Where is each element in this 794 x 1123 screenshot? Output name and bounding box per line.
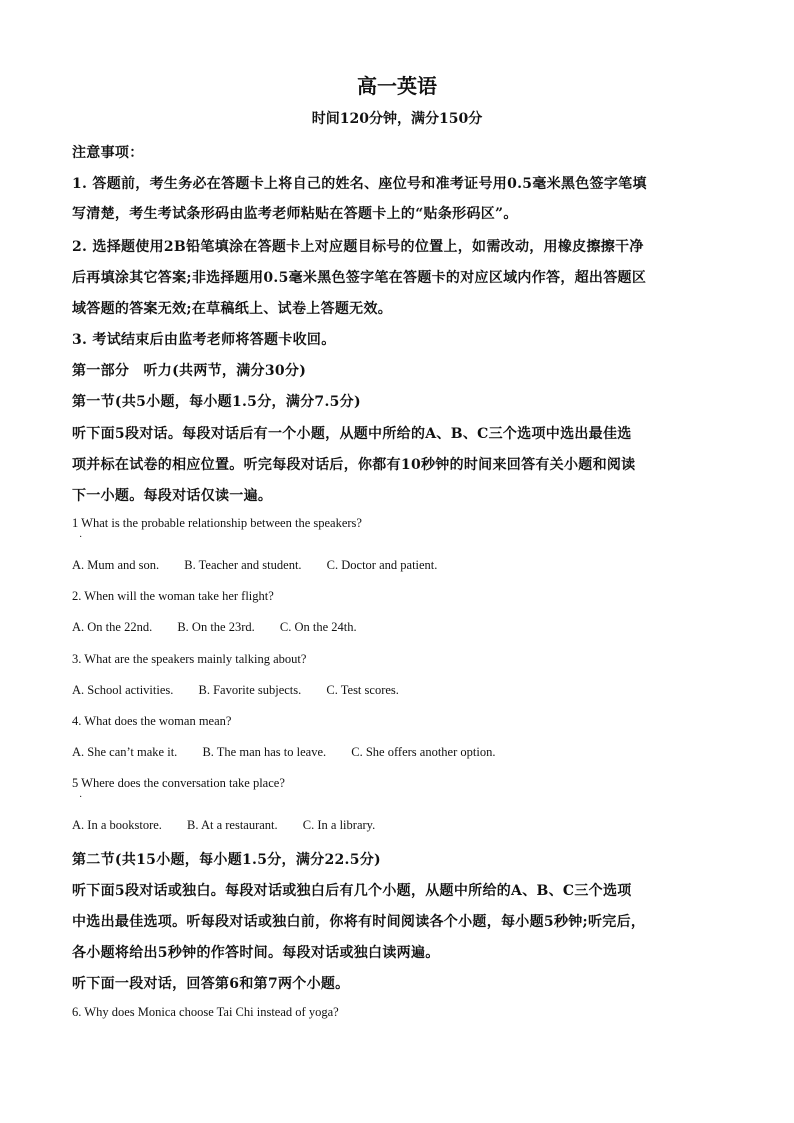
notice-item-2-line-3: 域答题的答案无效;在草稿纸上、试卷上答题无效。 (72, 301, 393, 317)
question-3-stem: 3. What are the speakers mainly talking about? (72, 652, 307, 666)
section-1-instruction-line-2: 项并标在试卷的相应位置。听完每段对话后，你都有10秒钟的时间来回答有关小题和阅读 (72, 457, 636, 473)
section-2-instruction-line-1: 听下面5段对话或独白。每段对话或独白后有几个小题，从题中所给的A、B、C三个选项 (72, 883, 632, 899)
question-5-option-c: C. In a library. (302, 818, 376, 832)
section-2-instruction-line-2: 中选出最佳选项。听每段对话或独白前，你将有时间阅读各个小题，每小题5秒钟;听完后， (72, 914, 646, 930)
question-1-option-a: A. Mum and son. (72, 558, 160, 572)
notice-item-1-line-2: 写清楚，考生考试条形码由监考老师粘贴在答题卡上的“贴条形码区”。 (72, 206, 518, 222)
question-1-option-b: B. Teacher and student. (184, 558, 302, 572)
question-5-options (72, 818, 375, 833)
part-1-heading: 第一部分 听力(共两节，满分30分) (72, 363, 307, 379)
question-3-options (72, 683, 399, 698)
notice-heading: 注意事项： (72, 145, 144, 161)
question-3-option-c: C. Test scores. (326, 683, 399, 697)
section-2-lead-in: 听下面一段对话，回答第6和第7两个小题。 (72, 976, 350, 992)
question-5-stem: 5 Where does the conversation take place? (72, 776, 285, 790)
notice-item-3: 3. 考试结束后由监考老师将答题卡收回。 (72, 332, 336, 348)
question-6-stem: 6. Why does Monica choose Tai Chi instead of yoga? (72, 1005, 339, 1019)
question-2-option-b: B. On the 23rd. (177, 620, 255, 634)
section-1-instruction-line-1: 听下面5段对话。每段对话后有一个小题，从题中所给的A、B、C三个选项中选出最佳选 (72, 426, 632, 442)
section-2-heading: 第二节(共15小题，每小题1.5分，满分22.5分) (72, 852, 381, 868)
question-2-stem: 2. When will the woman take her flight? (72, 589, 274, 603)
question-2-option-c: C. On the 24th. (279, 620, 357, 634)
question-4-option-b: B. The man has to leave. (202, 745, 327, 759)
section-2-instruction-line-3: 各小题将给出5秒钟的作答时间。每段对话或独白读两遍。 (72, 945, 440, 961)
question-5-option-a: A. In a bookstore. (72, 818, 162, 832)
notice-item-1-line-1: 1. 答题前，考生务必在答题卡上将自己的姓名、座位号和准考证号用0.5毫米黑色签字笔填 (72, 176, 647, 192)
notice-item-2-line-2: 后再填涂其它答案;非选择题用0.5毫米黑色签字笔在答题卡的对应区域内作答，超出答题区 (72, 270, 647, 286)
question-1-dot-mark: · (79, 532, 83, 543)
question-2-option-a: A. On the 22nd. (72, 620, 153, 634)
section-1-heading: 第一节(共5小题，每小题1.5分，满分7.5分) (72, 394, 361, 410)
question-2-options (72, 620, 357, 635)
question-5-dot-mark: · (79, 792, 83, 803)
notice-item-2-line-1: 2. 选择题使用2B铅笔填涂在答题卡上对应题目标号的位置上，如需改动，用橡皮擦擦干净 (72, 239, 644, 255)
section-1-instruction-line-3: 下一小题。每段对话仅读一遍。 (72, 488, 273, 504)
question-1-stem: 1 What is the probable relationship between the speakers? (72, 516, 362, 530)
question-4-option-a: A. She can’t make it. (72, 745, 178, 759)
question-3-option-b: B. Favorite subjects. (198, 683, 302, 697)
question-1-option-c: C. Doctor and patient. (326, 558, 438, 572)
question-5-option-b: B. At a restaurant. (187, 818, 278, 832)
question-4-option-c: C. She offers another option. (351, 745, 496, 759)
question-4-stem: 4. What does the woman mean? (72, 714, 232, 728)
page-title: 高一英语 (357, 74, 437, 98)
question-1-options (72, 558, 437, 573)
exam-time-score: 时间120分钟，满分150分 (311, 111, 483, 127)
question-3-option-a: A. School activities. (72, 683, 174, 697)
question-4-options (72, 745, 495, 760)
